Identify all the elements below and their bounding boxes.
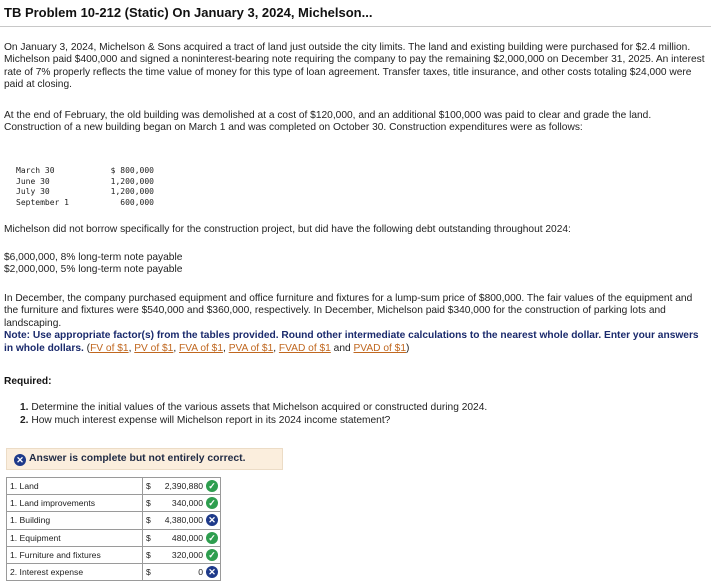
answer-status-text: Answer is complete but not entirely correct. bbox=[29, 453, 246, 464]
answer-row bbox=[7, 495, 221, 512]
dollar-sign: $ bbox=[146, 532, 151, 543]
debt-line-2: $2,000,000, 5% long-term note payable bbox=[4, 264, 183, 275]
answer-row-label: 1. Land bbox=[7, 478, 143, 495]
paragraph-acquisition: On January 3, 2024, Michelson & Sons acquired a tract of land just outside the city limits. The land and existing building were purchased for $2.4 million. Michelson paid $400,000 and signed a noninterest-bearing note requiring the company to pay the remaining $2,000,000 on December 31, 2025. An interest rate of 7% properly reflects the time value of money for this type of loan agreement. Transfer taxes, title insurance, and other costs totaling $24,000 were paid at closing. bbox=[4, 42, 705, 91]
paragraph-debt: Michelson did not borrow specifically for the construction project, but did have the following debt outstanding throughout 2024: bbox=[4, 224, 571, 235]
dollar-sign: $ bbox=[146, 515, 151, 526]
link-pva[interactable]: PVA of $1 bbox=[228, 342, 274, 354]
answer-input[interactable] bbox=[143, 563, 221, 580]
answer-input[interactable] bbox=[143, 512, 221, 529]
answer-row bbox=[7, 512, 221, 529]
table-links: (FV of $1, PV of $1, FVA of $1, PVA of $1, FVAD of $1 and PVAD of $1) bbox=[86, 342, 410, 354]
check-circle-icon: ✓ bbox=[206, 480, 218, 492]
answer-row bbox=[7, 529, 221, 546]
answer-table bbox=[6, 477, 221, 581]
check-circle-icon: ✓ bbox=[206, 497, 218, 509]
instructions-note: Note: Use appropriate factor(s) from the tables provided. Round other intermediate calculations to the nearest whole dollar. Enter your answers in whole dollars. bbox=[4, 330, 699, 354]
link-pvad[interactable]: PVAD of $1 bbox=[353, 342, 406, 354]
paragraph-demolition: At the end of February, the old building was demolished at a cost of $120,000, and an additional $100,000 was paid to clear and grade the land. Construction of a new building began on March 1 and was completed on October 30. Construction expenditures were as follows: bbox=[4, 110, 652, 134]
check-circle-icon: ✓ bbox=[206, 549, 218, 561]
required-item bbox=[20, 401, 487, 414]
required-item bbox=[20, 414, 487, 427]
answer-value: 320,000 bbox=[171, 549, 203, 560]
dollar-sign: $ bbox=[146, 549, 151, 560]
expenditure-date: July 30 bbox=[16, 187, 50, 197]
x-circle-icon: ✕ bbox=[14, 454, 26, 466]
expenditure-date: March 30 bbox=[16, 166, 55, 175]
answer-value: 0 bbox=[198, 566, 203, 577]
check-circle-icon: ✓ bbox=[206, 532, 218, 544]
required-heading: Required: bbox=[4, 376, 52, 387]
link-fv[interactable]: FV of $1 bbox=[90, 342, 129, 354]
paragraph-equipment bbox=[4, 293, 708, 355]
answer-row-label: 2. Interest expense bbox=[7, 563, 143, 580]
answer-row bbox=[7, 478, 221, 495]
equipment-text: In December, the company purchased equipment and office furniture and fixtures for a lump-sum price of $800,000. The fair values of the equipment and the furniture and fixtures were $540,000 and $360,000, respectively. In December, Michelson paid $340,000 for the construction of parking lots and landscaping. bbox=[4, 293, 693, 329]
answer-status-banner bbox=[6, 448, 283, 470]
debt-line-1: $6,000,000, 8% long-term note payable bbox=[4, 252, 183, 263]
dollar-sign: $ bbox=[146, 481, 151, 491]
x-circle-icon: ✕ bbox=[206, 514, 218, 526]
answer-value: 4,380,000 bbox=[164, 515, 203, 526]
expenditure-amount: 1,200,000 bbox=[110, 176, 154, 186]
answer-row-label: 1. Equipment bbox=[7, 529, 143, 546]
required-item-text: Determine the initial values of the various assets that Michelson acquired or constructed during 2024. bbox=[31, 402, 488, 413]
required-item-text: How much interest expense will Michelson report in its 2024 income statement? bbox=[31, 415, 391, 426]
answer-value: 2,390,880 bbox=[164, 481, 203, 491]
required-list bbox=[20, 401, 487, 427]
link-pv[interactable]: PV of $1 bbox=[134, 342, 174, 354]
answer-value: 340,000 bbox=[171, 498, 203, 509]
x-circle-icon: ✕ bbox=[206, 566, 218, 578]
dollar-sign: $ bbox=[146, 498, 151, 509]
expenditure-amount: 1,200,000 bbox=[110, 187, 154, 197]
answer-row-label: 1. Building bbox=[7, 512, 143, 529]
answer-input[interactable] bbox=[143, 478, 221, 495]
answer-input[interactable] bbox=[143, 529, 221, 546]
expenditure-date: June 30 bbox=[16, 176, 50, 186]
dollar-sign: $ bbox=[146, 566, 151, 577]
answer-input[interactable] bbox=[143, 546, 221, 563]
answer-value: 480,000 bbox=[171, 532, 203, 543]
expenditure-amount: 600,000 bbox=[120, 197, 154, 207]
expenditure-amount: $ 800,000 bbox=[110, 166, 154, 175]
link-fva[interactable]: FVA of $1 bbox=[179, 342, 224, 354]
required-item-number: 2. bbox=[20, 415, 29, 426]
and-word: and bbox=[333, 342, 351, 354]
problem-title: TB Problem 10-212 (Static) On January 3, 2024, Michelson... bbox=[4, 5, 373, 20]
link-fvad[interactable]: FVAD of $1 bbox=[278, 342, 331, 354]
required-item-number: 1. bbox=[20, 402, 29, 413]
answer-row bbox=[7, 546, 221, 563]
answer-row-label: 1. Land improvements bbox=[7, 495, 143, 512]
answer-row bbox=[7, 563, 221, 580]
answer-row-label: 1. Furniture and fixtures bbox=[7, 546, 143, 563]
expenditure-date: September 1 bbox=[16, 197, 69, 207]
answer-input[interactable] bbox=[143, 495, 221, 512]
title-divider bbox=[0, 26, 711, 27]
